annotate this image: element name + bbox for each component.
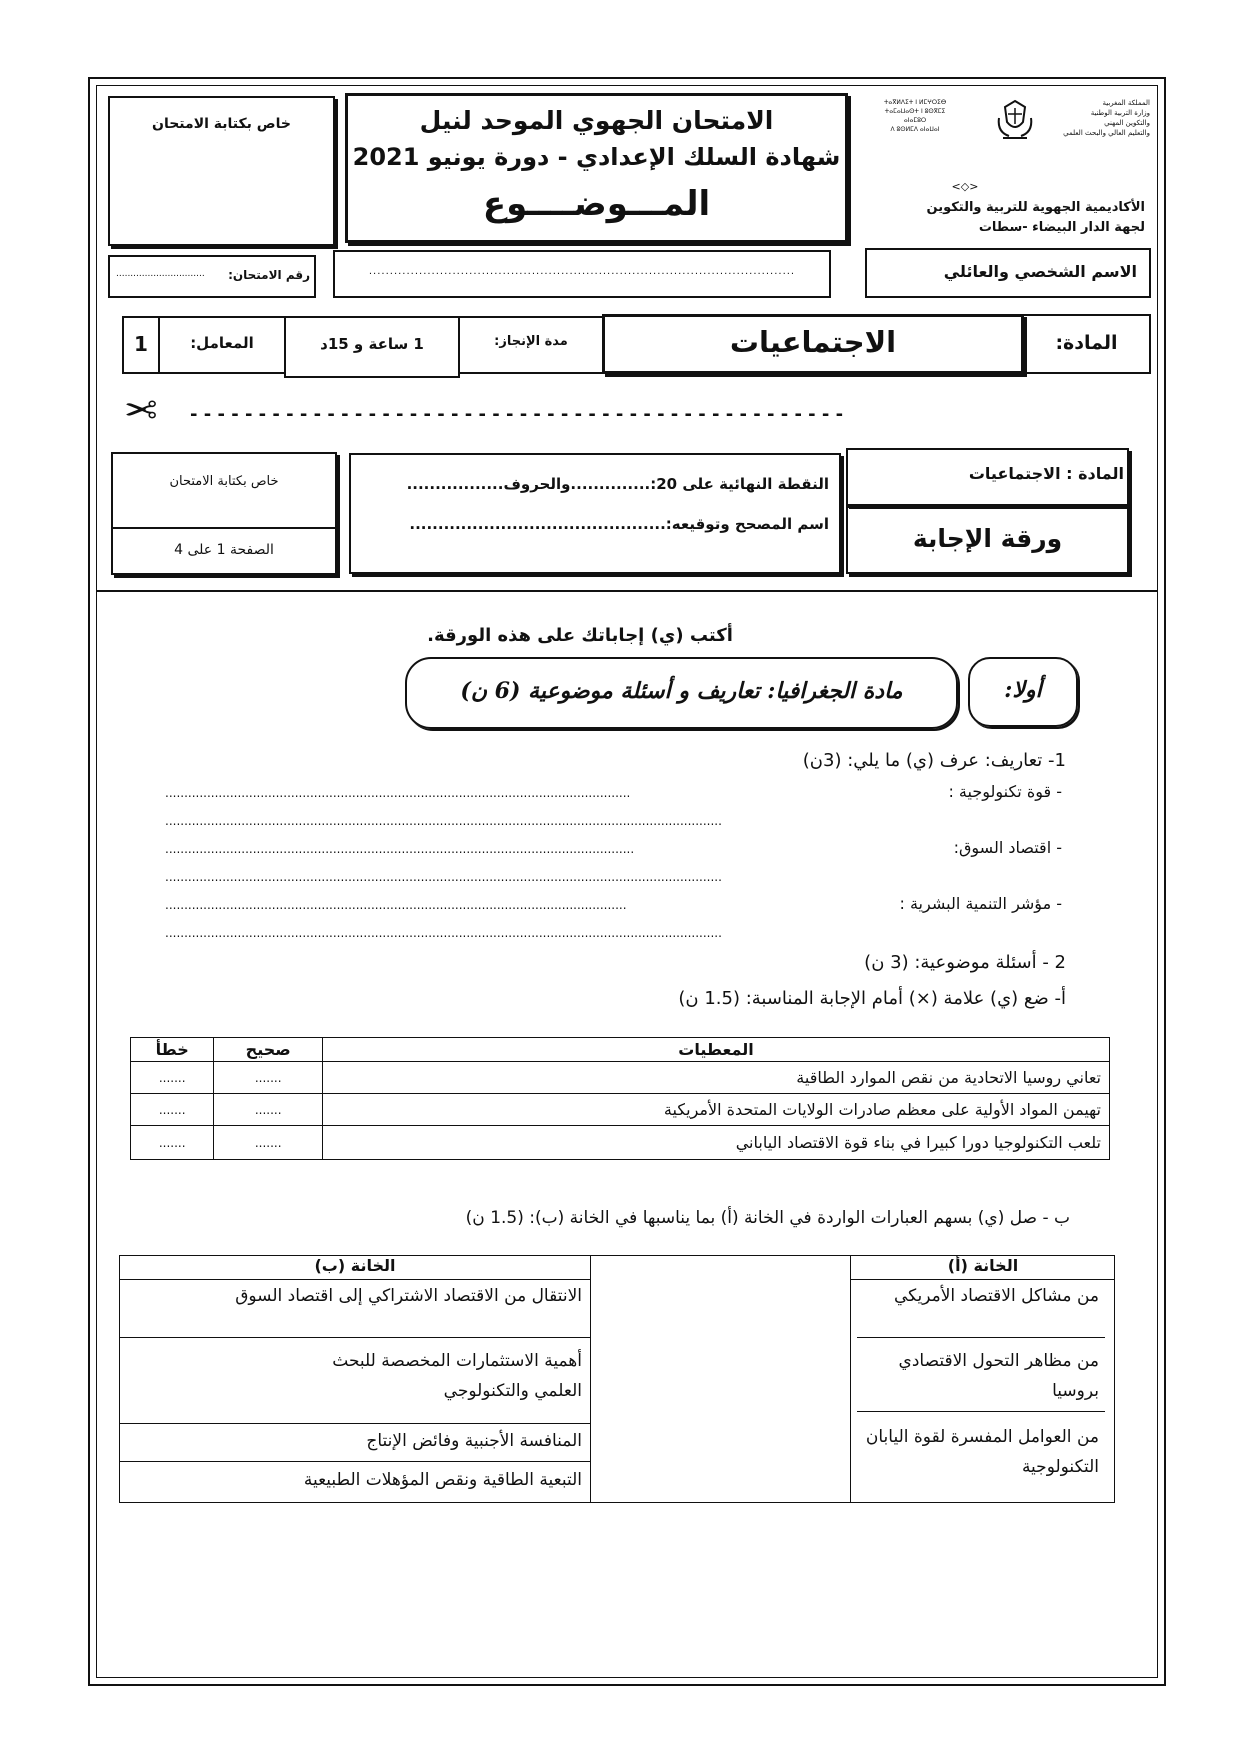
section-title: مادة الجغرافيا: تعاريف و أسئلة موضوعية (6 ن): [460, 678, 903, 704]
column-a-item[interactable]: من مشاكل الاقتصاد الأمريكي: [857, 1282, 1105, 1338]
score-box[interactable]: [349, 453, 841, 574]
correct-cell[interactable]: .......: [214, 1094, 323, 1126]
duration-label: مدة الإنجاز:: [494, 334, 568, 349]
definition-answer-line[interactable]: ..................................................................................................................................................: [165, 926, 722, 940]
column-a-item[interactable]: من مظاهر التحول الاقتصادي بروسيا: [857, 1340, 1105, 1412]
ministry-logo-block: [865, 98, 1150, 253]
coefficient-value-cell: [122, 316, 160, 374]
duration-value: 1 ساعة و 15د: [320, 335, 424, 353]
subject-value: الاجتماعيات: [729, 325, 897, 359]
section-label-box: [968, 657, 1078, 727]
column-a: [850, 1256, 1114, 1502]
exam-number-box[interactable]: [108, 255, 316, 298]
logo-divider: <◇>: [951, 180, 979, 193]
definition-answer-line[interactable]: ...........................................................................................................................: [165, 842, 635, 856]
definition-term: - مؤشر التنمية البشرية :: [899, 894, 1062, 913]
candidate-name-field[interactable]: [333, 250, 831, 298]
academy-line-1: الأكاديمية الجهوية للتربية والتكوين: [926, 200, 1145, 215]
exam-title-line-3: المـــوضــــوع: [482, 184, 711, 224]
column-b-item[interactable]: أهمية الاستثمارات المخصصة للبحث العلمي والتكنولوجي: [120, 1340, 590, 1424]
column-header-statement: المعطيات: [322, 1038, 1109, 1062]
column-b-item[interactable]: الانتقال من الاقتصاد الاشتراكي إلى اقتصاد السوق: [120, 1282, 590, 1338]
section-title-box: [405, 657, 958, 729]
logo-line: ⴰⵏⴰⵎⵓⵔ: [903, 117, 927, 124]
statement-cell: تهيمن المواد الأولية على معظم صادرات الولايات المتحدة الأمريكية: [322, 1094, 1109, 1126]
final-score-field: النقطة النهائية على 20:..............والحروف.................: [406, 475, 829, 493]
part-a-instruction: أ- ضع (ي) علامة (×) أمام الإجابة المناسبة: (1.5 ن): [678, 988, 1066, 1009]
coefficient-label: المعامل:: [190, 334, 254, 352]
definition-term: - قوة تكنولوجية :: [948, 782, 1062, 801]
ministry-text-tifinagh: [855, 98, 975, 134]
definition-answer-line[interactable]: .........................................................................................................................: [165, 898, 627, 912]
column-a-header: الخانة (أ): [851, 1256, 1115, 1280]
logo-line: والتكوين المهني: [1104, 119, 1150, 127]
wrong-cell[interactable]: .......: [131, 1126, 214, 1160]
definition-answer-line[interactable]: ..........................................................................................................................: [165, 786, 631, 800]
candidate-name-dots: ......................................................................................................: [368, 266, 796, 277]
subject-value-cell: [602, 314, 1024, 374]
column-b-item[interactable]: التبعية الطاقية ونقص المؤهلات الطبيعية: [303, 1470, 582, 1490]
exam-number-dots: ...............................: [116, 269, 205, 279]
logo-line: ⴷ ⵓⵙⵍⵎⴷ ⴰⵏⴰⵡⴰⵏ: [890, 126, 940, 133]
arrow-area[interactable]: [590, 1256, 850, 1502]
table-row: [131, 1062, 1110, 1094]
cut-dashes: - - - - - - - - - - - - - - - - - - - - - - - - - - - - - - - - - - - - - - - - - - - - - - - -: [190, 404, 844, 425]
column-b-header: الخانة (ب): [120, 1256, 590, 1280]
coefficient-value: 1: [134, 332, 148, 356]
section-label: أولا:: [1004, 677, 1042, 703]
logo-line: المملكة المغربية: [1102, 99, 1150, 107]
table-row: [131, 1094, 1110, 1126]
column-header-wrong: خطأ: [131, 1038, 214, 1062]
correct-cell[interactable]: .......: [214, 1126, 323, 1160]
correct-cell[interactable]: .......: [214, 1062, 323, 1094]
page-number: الصفحة 1 على 4: [174, 542, 274, 558]
answer-sheet-title: ورقة الإجابة: [912, 524, 1063, 553]
coefficient-label-cell: [158, 316, 286, 374]
definition-term: - اقتصاد السوق:: [953, 838, 1062, 857]
definition-answer-line[interactable]: ..................................................................................................................................................: [165, 870, 722, 884]
scissors-icon: ✂: [124, 388, 158, 434]
subject-label-cell: [1022, 314, 1151, 374]
answer-office-divider: [113, 527, 335, 529]
column-a-item[interactable]: من العوامل المفسرة لقوة اليابان التكنولوجية: [865, 1427, 1099, 1477]
candidate-name-box: [865, 248, 1151, 298]
subject-row: [108, 314, 1151, 378]
answer-exam-office-box: [111, 452, 337, 575]
exam-title-line-2: شهادة السلك الإعدادي - دورة يونيو 2021: [352, 143, 841, 171]
exam-number-label: رقم الامتحان:: [228, 268, 310, 282]
statement-cell: تعاني روسيا الاتحادية من نقص الموارد الطاقية: [322, 1062, 1109, 1094]
true-false-table: [130, 1037, 1110, 1160]
definitions-heading: 1- تعاريف: عرف (ي) ما يلي: (3ن): [802, 750, 1066, 771]
instruction-text: أكتب (ي) إجاباتك على هذه الورقة.: [427, 625, 733, 646]
answer-exam-office-label: خاص بكتابة الامتحان: [169, 474, 279, 489]
exam-office-box: [108, 96, 335, 246]
exam-office-label: خاص بكتابة الامتحان: [152, 116, 291, 132]
definition-answer-line[interactable]: ..................................................................................................................................................: [165, 814, 722, 828]
header-separator: [96, 590, 1158, 592]
exam-title-box: [345, 93, 848, 243]
duration-label-cell: [458, 316, 604, 374]
matching-table: [119, 1255, 1115, 1503]
corrector-field: اسم المصحح وتوقيعه:.............................................: [409, 515, 829, 533]
academy-line-2: لجهة الدار البيضاء -سطات: [978, 220, 1145, 235]
answer-sheet-title-box: [846, 506, 1129, 574]
column-b: [120, 1256, 590, 1502]
table-row: [131, 1126, 1110, 1160]
exam-title-line-1: الامتحان الجهوي الموحد لنيل: [419, 106, 774, 135]
part-b-instruction: ب - صل (ي) بسهم العبارات الواردة في الخانة (أ) بما يناسبها في الخانة (ب): (1.5 ن): [465, 1208, 1070, 1228]
logo-line: ⵜⴰⵎⴰⵡⴰⵙⵜ ⵏ ⵓⵙⴳⵎⵉ: [884, 108, 946, 115]
answer-subject-box: [846, 448, 1129, 506]
column-b-item[interactable]: المنافسة الأجنبية وفائض الإنتاج: [120, 1426, 590, 1462]
statement-cell: تلعب التكنولوجيا دورا كبيرا في بناء قوة الاقتصاد الياباني: [322, 1126, 1109, 1160]
column-header-correct: صحيح: [214, 1038, 323, 1062]
logo-line: ⵜⴰⴳⵍⴷⵉⵜ ⵏ ⵍⵎⵖⵔⵉⴱ: [883, 99, 947, 106]
wrong-cell[interactable]: .......: [131, 1094, 214, 1126]
coat-of-arms-icon: [993, 98, 1037, 144]
candidate-name-label: الاسم الشخصي والعائلي: [943, 262, 1137, 281]
answer-subject-label: المادة : الاجتماعيات: [968, 464, 1124, 483]
objective-heading: 2 - أسئلة موضوعية: (3 ن): [864, 952, 1066, 973]
wrong-cell[interactable]: .......: [131, 1062, 214, 1094]
subject-label: المادة:: [1055, 332, 1118, 354]
duration-value-cell: [284, 316, 460, 378]
logo-line: والتعليم العالي والبحث العلمي: [1063, 129, 1150, 137]
logo-line: وزارة التربية الوطنية: [1090, 109, 1150, 117]
table-header-row: [131, 1038, 1110, 1062]
ministry-text-arabic: [1045, 98, 1150, 138]
